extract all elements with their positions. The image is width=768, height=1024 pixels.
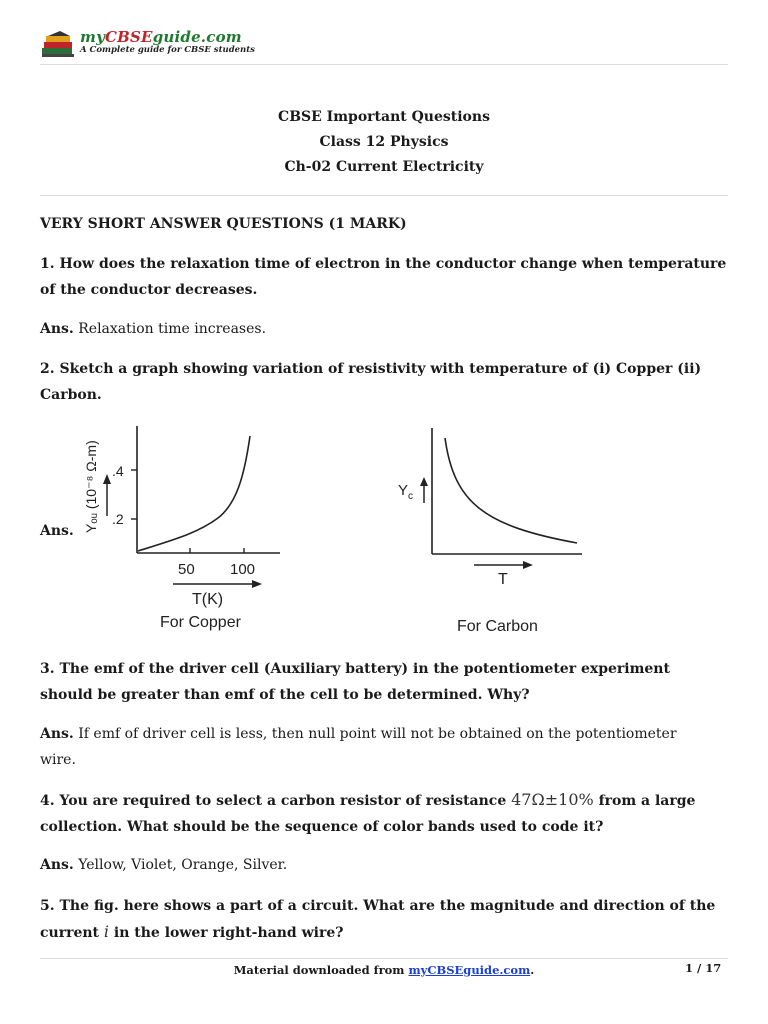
section-heading: VERY SHORT ANSWER QUESTIONS (1 MARK) (40, 216, 407, 232)
title-divider (40, 195, 728, 196)
header-divider (40, 64, 728, 65)
resistance-formula: 47Ω±10% (511, 790, 594, 809)
copper-x-axis-label: T(K) (192, 591, 224, 608)
footer: Material downloaded from myCBSEguide.com. (233, 963, 535, 977)
carbon-y-arrowhead (420, 477, 428, 486)
question-2: 2. Sketch a graph showing variation of resistivity with temperature of (i) Copper (ii) Carbon. (40, 361, 702, 403)
answer-2-label: Ans. (40, 523, 74, 539)
question-1: 1. How does the relaxation time of electron in the conductor change when temperature of the conductor decreases. (40, 256, 727, 298)
copper-curve (138, 436, 250, 551)
document-title: CBSE Important Questions (278, 109, 490, 125)
page-number: 1 / 17 (685, 961, 722, 975)
document-subtitle-chapter: Ch-02 Current Electricity (284, 159, 484, 175)
copper-x-arrowhead (252, 580, 262, 588)
copper-caption: For Copper (160, 614, 241, 631)
footer-link[interactable]: myCBSEguide.com (408, 963, 531, 977)
copper-y-tick-label: .4 (112, 463, 124, 479)
copper-y-axis-label: Yₒᵤ (10⁻⁸ Ω-m) (83, 440, 99, 533)
logo-tagline: A Complete guide for CBSE students (80, 45, 255, 55)
logo-name: myCBSEguide.com (80, 28, 242, 46)
books-logo-icon (40, 30, 76, 58)
carbon-y-axis-label: $Y_c$ (398, 482, 414, 502)
copper-x-tick-label: 100 (230, 561, 256, 578)
carbon-resistivity-graph (392, 418, 592, 640)
question-3: 3. The emf of the driver cell (Auxiliary battery) in the potentiometer experiment should be greater than emf of the cell to be determined. Why? (40, 661, 670, 703)
answer-4: Ans. Yellow, Violet, Orange, Silver. (40, 857, 288, 873)
answer-3: Ans. If emf of driver cell is less, then null point will not be obtained on the potentiometer wire. (40, 726, 677, 768)
question-5: 5. The fig. here shows a part of a circuit. What are the magnitude and direction of the current i in the lower right-hand wire? (40, 898, 716, 941)
question-4: 4. You are required to select a carbon resistor of resistance 47Ω±10% from a large collection. What should be the sequence of color bands used to code it? (40, 790, 696, 835)
carbon-caption: For Carbon (457, 618, 538, 635)
copper-x-tick-label: 50 (178, 561, 195, 578)
current-symbol: i (103, 922, 110, 941)
carbon-x-arrowhead (523, 561, 533, 569)
document-subtitle-class: Class 12 Physics (319, 134, 449, 150)
copper-y-tick-label: .2 (112, 511, 124, 527)
footer-divider (40, 958, 728, 959)
answer-1: Ans. Relaxation time increases. (40, 321, 267, 337)
copper-y-arrowhead (103, 474, 111, 484)
carbon-curve (445, 438, 577, 543)
carbon-x-axis-label: T (498, 571, 508, 588)
copper-resistivity-graph (78, 418, 293, 638)
site-logo[interactable] (40, 26, 255, 60)
